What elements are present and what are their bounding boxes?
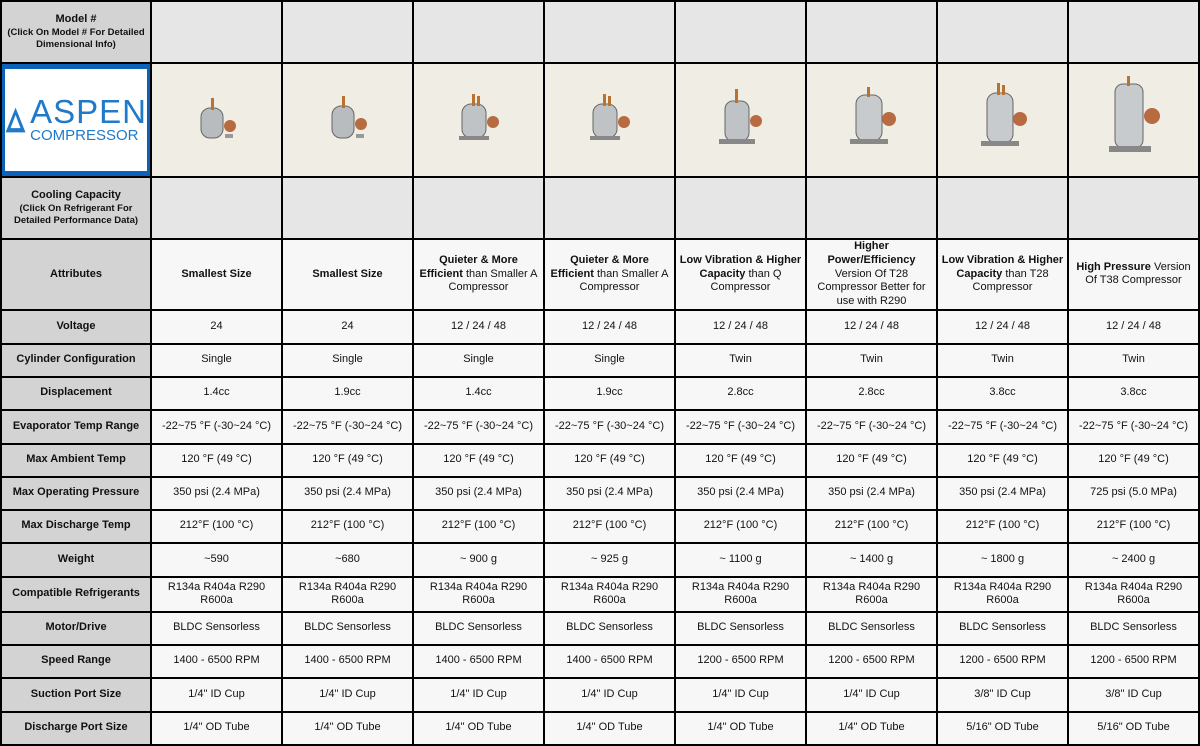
spec-value: 120 °F (49 °C) — [544, 444, 675, 477]
spec-value: 1/4" ID Cup — [675, 678, 806, 712]
spec-value: 212°F (100 °C) — [1068, 510, 1199, 543]
spec-value: R134a R404a R290 R600a — [806, 577, 937, 612]
spec-value: BLDC Sensorless — [151, 612, 282, 645]
attribute-cell — [151, 239, 282, 310]
spec-value: 1.4cc — [413, 377, 544, 410]
spec-value: 1/4" ID Cup — [151, 678, 282, 712]
spec-value: 1.9cc — [544, 377, 675, 410]
attribute-highlight: Quieter & More Efficient — [419, 253, 518, 280]
spec-value: 212°F (100 °C) — [937, 510, 1068, 543]
spec-row — [1, 712, 1199, 745]
spec-value: Twin — [675, 344, 806, 377]
spec-value: 1200 - 6500 RPM — [675, 645, 806, 678]
spec-value: R134a R404a R290 R600a — [151, 577, 282, 612]
spec-row — [1, 577, 1199, 612]
spec-row — [1, 344, 1199, 377]
spec-value: 1.4cc — [151, 377, 282, 410]
attribute-highlight: Smallest Size — [312, 267, 383, 280]
spec-value: 350 psi (2.4 MPa) — [413, 477, 544, 510]
spec-value: -22~75 °F (-30~24 °C) — [937, 410, 1068, 444]
spec-value: 3.8cc — [1068, 377, 1199, 410]
compressor-icon — [711, 87, 771, 153]
model-link-cell[interactable] — [151, 1, 282, 63]
row-label: Weight — [1, 543, 151, 577]
cooling-link-cell[interactable] — [1068, 177, 1199, 239]
row-label: Voltage — [1, 310, 151, 344]
model-link-cell[interactable] — [544, 1, 675, 63]
spec-value: 1.9cc — [282, 377, 413, 410]
model-link-cell[interactable] — [937, 1, 1068, 63]
spec-value: -22~75 °F (-30~24 °C) — [282, 410, 413, 444]
spec-value: 12 / 24 / 48 — [806, 310, 937, 344]
spec-value: 3.8cc — [937, 377, 1068, 410]
spec-row — [1, 645, 1199, 678]
cooling-title: Cooling Capacity — [31, 189, 121, 202]
logo-cell — [1, 63, 151, 177]
cooling-link-cell[interactable] — [544, 177, 675, 239]
spec-value: 120 °F (49 °C) — [937, 444, 1068, 477]
spec-row — [1, 510, 1199, 543]
spec-value: 350 psi (2.4 MPa) — [675, 477, 806, 510]
spec-value: 1/4" OD Tube — [413, 712, 544, 745]
spec-value: 120 °F (49 °C) — [675, 444, 806, 477]
logo-main-text: ASPEN — [30, 93, 147, 131]
model-title: Model # — [55, 13, 97, 26]
model-header-cell — [1, 1, 151, 63]
spec-value: 350 psi (2.4 MPa) — [282, 477, 413, 510]
attribute-highlight: Smallest Size — [181, 267, 252, 280]
compressor-image-cell — [806, 63, 937, 177]
model-link-cell[interactable] — [1068, 1, 1199, 63]
spec-value: -22~75 °F (-30~24 °C) — [544, 410, 675, 444]
spec-value: 120 °F (49 °C) — [413, 444, 544, 477]
cooling-link-cell[interactable] — [806, 177, 937, 239]
spec-value: 1200 - 6500 RPM — [806, 645, 937, 678]
spec-value: Twin — [937, 344, 1068, 377]
spec-value: R134a R404a R290 R600a — [413, 577, 544, 612]
model-link-cell[interactable] — [413, 1, 544, 63]
compressor-icon — [1101, 74, 1167, 166]
spec-value: 1200 - 6500 RPM — [1068, 645, 1199, 678]
spec-value: BLDC Sensorless — [413, 612, 544, 645]
spec-value: 350 psi (2.4 MPa) — [806, 477, 937, 510]
spec-value: 24 — [282, 310, 413, 344]
spec-value: -22~75 °F (-30~24 °C) — [675, 410, 806, 444]
spec-value: 1200 - 6500 RPM — [937, 645, 1068, 678]
cooling-link-cell[interactable] — [282, 177, 413, 239]
cooling-link-cell[interactable] — [151, 177, 282, 239]
spec-value: 350 psi (2.4 MPa) — [937, 477, 1068, 510]
spec-value: Single — [282, 344, 413, 377]
spec-value: 1400 - 6500 RPM — [544, 645, 675, 678]
spec-value: 12 / 24 / 48 — [937, 310, 1068, 344]
attributes-row — [1, 239, 1199, 310]
row-label: Displacement — [1, 377, 151, 410]
spec-value: ~ 1100 g — [675, 543, 806, 577]
spec-rows — [1, 310, 1199, 745]
image-row — [1, 63, 1199, 177]
cooling-link-cell[interactable] — [937, 177, 1068, 239]
spec-value: 1400 - 6500 RPM — [151, 645, 282, 678]
spec-value: 5/16" OD Tube — [1068, 712, 1199, 745]
spec-value: ~680 — [282, 543, 413, 577]
attribute-detail: Version Of T28 Compressor Better for use with R290 — [817, 267, 926, 307]
spec-value: BLDC Sensorless — [937, 612, 1068, 645]
spec-value: ~ 1400 g — [806, 543, 937, 577]
compressor-icon — [449, 90, 509, 150]
attribute-detail: than Q Compressor — [710, 267, 782, 294]
aspen-triangle-icon — [5, 98, 26, 142]
spec-value: 2.8cc — [806, 377, 937, 410]
spec-value: 12 / 24 / 48 — [1068, 310, 1199, 344]
row-label: Max Discharge Temp — [1, 510, 151, 543]
cooling-capacity-row — [1, 177, 1199, 239]
spec-value: 1/4" ID Cup — [413, 678, 544, 712]
attribute-highlight: Higher Power/Efficiency — [827, 240, 916, 266]
spec-value: R134a R404a R290 R600a — [282, 577, 413, 612]
spec-value: 212°F (100 °C) — [675, 510, 806, 543]
spec-value: 120 °F (49 °C) — [806, 444, 937, 477]
spec-row — [1, 678, 1199, 712]
spec-value: -22~75 °F (-30~24 °C) — [1068, 410, 1199, 444]
row-label: Max Operating Pressure — [1, 477, 151, 510]
spec-value: BLDC Sensorless — [1068, 612, 1199, 645]
compressor-image-cell — [282, 63, 413, 177]
spec-value: 3/8" ID Cup — [937, 678, 1068, 712]
row-label: Max Ambient Temp — [1, 444, 151, 477]
spec-value: 1/4" OD Tube — [806, 712, 937, 745]
spec-value: 212°F (100 °C) — [544, 510, 675, 543]
attribute-cell — [937, 239, 1068, 310]
compressor-image-cell — [413, 63, 544, 177]
spec-value: 1/4" OD Tube — [544, 712, 675, 745]
attribute-cell — [806, 239, 937, 310]
aspen-logo — [5, 69, 147, 171]
spec-value: R134a R404a R290 R600a — [675, 577, 806, 612]
spec-value: 12 / 24 / 48 — [675, 310, 806, 344]
spec-value: ~590 — [151, 543, 282, 577]
logo-sub-text: COMPRESSOR — [30, 127, 139, 145]
spec-value: 1/4" ID Cup — [544, 678, 675, 712]
spec-value: BLDC Sensorless — [544, 612, 675, 645]
spec-value: ~ 1800 g — [937, 543, 1068, 577]
spec-value: -22~75 °F (-30~24 °C) — [151, 410, 282, 444]
spec-value: 120 °F (49 °C) — [282, 444, 413, 477]
attribute-cell — [413, 239, 544, 310]
spec-value: Twin — [1068, 344, 1199, 377]
cooling-link-cell[interactable] — [413, 177, 544, 239]
model-link-cell[interactable] — [675, 1, 806, 63]
attribute-cell — [544, 239, 675, 310]
spec-value: 1/4" OD Tube — [675, 712, 806, 745]
spec-value: 212°F (100 °C) — [806, 510, 937, 543]
attribute-highlight: High Pressure — [1076, 260, 1151, 273]
attribute-detail: than Smaller A Compressor — [579, 267, 669, 294]
model-row — [1, 1, 1199, 63]
spec-row — [1, 612, 1199, 645]
compressor-image-cell — [1068, 63, 1199, 177]
cooling-link-cell[interactable] — [675, 177, 806, 239]
spec-row — [1, 377, 1199, 410]
cooling-subtitle: (Click On Refrigerant For Detailed Performance Data) — [13, 203, 139, 226]
compressor-image-cell — [151, 63, 282, 177]
spec-value: 120 °F (49 °C) — [1068, 444, 1199, 477]
attribute-highlight: Low Vibration & Higher Capacity — [941, 253, 1064, 280]
compressor-icon — [318, 90, 378, 150]
spec-value: ~ 925 g — [544, 543, 675, 577]
spec-value: -22~75 °F (-30~24 °C) — [806, 410, 937, 444]
compressor-image-cell — [675, 63, 806, 177]
compressor-icon — [973, 81, 1033, 159]
spec-value: 1400 - 6500 RPM — [413, 645, 544, 678]
spec-value: Single — [151, 344, 282, 377]
attribute-highlight: Quieter & More Efficient — [550, 253, 649, 280]
spec-value: Single — [544, 344, 675, 377]
spec-value: 24 — [151, 310, 282, 344]
model-link-cell[interactable] — [806, 1, 937, 63]
spec-value: R134a R404a R290 R600a — [544, 577, 675, 612]
spec-value: 12 / 24 / 48 — [544, 310, 675, 344]
spec-row — [1, 310, 1199, 344]
spec-value: 2.8cc — [675, 377, 806, 410]
spec-value: BLDC Sensorless — [675, 612, 806, 645]
attribute-detail: than T28 Compressor — [972, 267, 1049, 294]
spec-value: ~ 900 g — [413, 543, 544, 577]
row-label: Speed Range — [1, 645, 151, 678]
row-label: Suction Port Size — [1, 678, 151, 712]
attribute-cell — [675, 239, 806, 310]
compressor-icon — [187, 90, 247, 150]
spec-value: 212°F (100 °C) — [282, 510, 413, 543]
spec-value: Twin — [806, 344, 937, 377]
spec-value: 725 psi (5.0 MPa) — [1068, 477, 1199, 510]
spec-value: 350 psi (2.4 MPa) — [544, 477, 675, 510]
model-link-cell[interactable] — [282, 1, 413, 63]
model-subtitle: (Click On Model # For Detailed Dimensional Info) — [7, 27, 145, 50]
row-label: Evaporator Temp Range — [1, 410, 151, 444]
spec-value: 120 °F (49 °C) — [151, 444, 282, 477]
attribute-cell — [282, 239, 413, 310]
attribute-detail: than Smaller A Compressor — [448, 267, 538, 294]
spec-value: 212°F (100 °C) — [151, 510, 282, 543]
compressor-image-cell — [544, 63, 675, 177]
spec-value: Single — [413, 344, 544, 377]
attribute-detail: Version Of T38 Compressor — [1085, 260, 1191, 287]
spec-value: 5/16" OD Tube — [937, 712, 1068, 745]
spec-value: 1400 - 6500 RPM — [282, 645, 413, 678]
spec-value: 212°F (100 °C) — [413, 510, 544, 543]
row-label: Attributes — [1, 239, 151, 310]
spec-value: BLDC Sensorless — [282, 612, 413, 645]
attribute-cell — [1068, 239, 1199, 310]
spec-value: 1/4" ID Cup — [806, 678, 937, 712]
spec-value: 3/8" ID Cup — [1068, 678, 1199, 712]
spec-value: BLDC Sensorless — [806, 612, 937, 645]
spec-value: R134a R404a R290 R600a — [937, 577, 1068, 612]
spec-value: -22~75 °F (-30~24 °C) — [413, 410, 544, 444]
spec-value: 350 psi (2.4 MPa) — [151, 477, 282, 510]
compressor-icon — [580, 90, 640, 150]
spec-value: 12 / 24 / 48 — [413, 310, 544, 344]
spec-value: 1/4" ID Cup — [282, 678, 413, 712]
compressor-icon — [842, 85, 902, 155]
spec-row — [1, 444, 1199, 477]
row-label: Motor/Drive — [1, 612, 151, 645]
attribute-highlight: Low Vibration & Higher Capacity — [679, 253, 802, 280]
spec-row — [1, 410, 1199, 444]
row-label: Cylinder Configuration — [1, 344, 151, 377]
spec-value: 1/4" OD Tube — [151, 712, 282, 745]
spec-row — [1, 543, 1199, 577]
spec-value: R134a R404a R290 R600a — [1068, 577, 1199, 612]
row-label: Discharge Port Size — [1, 712, 151, 745]
spec-value: ~ 2400 g — [1068, 543, 1199, 577]
cooling-header-cell — [1, 177, 151, 239]
row-label: Compatible Refrigerants — [1, 577, 151, 612]
spec-value: 1/4" OD Tube — [282, 712, 413, 745]
compressor-image-cell — [937, 63, 1068, 177]
spec-row — [1, 477, 1199, 510]
